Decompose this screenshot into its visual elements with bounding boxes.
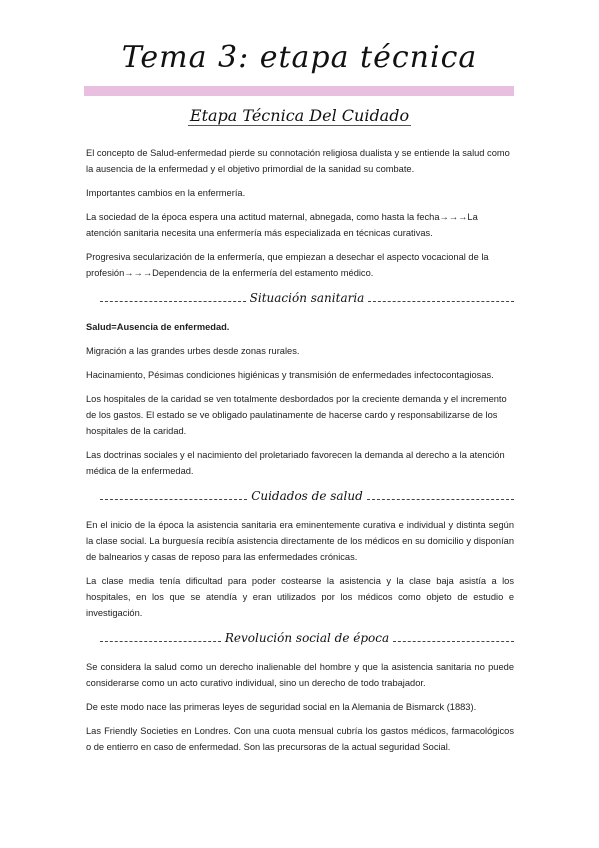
section-paragraph: Hacinamiento, Pésimas condiciones higiénicas y transmisión de enfermedades infectocontagiosas. xyxy=(86,370,494,380)
divider-dash xyxy=(100,641,221,642)
section-bold-line: Salud=Ausencia de enfermedad. xyxy=(86,322,230,332)
section-paragraph: Las doctrinas sociales y el nacimiento del proletariado favorecen la demanda al derecho a la atención médica de la enfermedad. xyxy=(86,450,505,476)
section-paragraph: Las Friendly Societies en Londres. Con una cuota mensual cubría los gastos médicos, farmacológicos o de entierro en caso de enfermedad. Son las precursoras de la actual seguridad Social. xyxy=(86,726,514,752)
section-heading: Situación sanitaria xyxy=(249,291,365,305)
divider-dash xyxy=(100,499,247,500)
section-divider xyxy=(100,629,514,647)
section-subtitle xyxy=(0,106,599,125)
section-divider xyxy=(100,289,514,307)
section-paragraph: De este modo nace las primeras leyes de seguridad social en la Alemania de Bismarck (1883). xyxy=(86,702,477,712)
section-divider xyxy=(100,487,514,505)
intro-paragraph: La sociedad de la época espera una actitud maternal, abnegada, como hasta la fecha→→→La atención sanitaria necesita una enfermería más especializada en técnicas curativas. xyxy=(86,212,478,238)
divider-dash xyxy=(393,641,514,642)
section-paragraph: Se considera la salud como un derecho inalienable del hombre y que la asistencia sanitaria no puede considerarse como un acto curativo individual, sino un derecho de todo trabajador. xyxy=(86,662,514,688)
divider-dash xyxy=(100,301,246,302)
section-paragraph: Los hospitales de la caridad se ven totalmente desbordados por la creciente demanda y el incremento de los gastos. El estado se ve obligado paulatinamente de hacerse cardo y responsabilizarse de los hospitales de la caridad. xyxy=(86,394,507,436)
intro-paragraph: Progresiva secularización de la enfermería, que empiezan a desechar el aspecto vocacional de la profesión→→→Dependencia de la enfermería del estamento médico. xyxy=(86,252,489,278)
section-paragraph: Migración a las grandes urbes desde zonas rurales. xyxy=(86,346,300,356)
divider-dash xyxy=(368,301,514,302)
page-title: Tema 3: etapa técnica xyxy=(121,40,478,75)
document-body xyxy=(86,145,514,763)
section-paragraph: La clase media tenía dificultad para poder costearse la asistencia y la clase baja asistía a los hospitales, en los que se atendía y eran utilizados por los médicos como objeto de estudio e investigación. xyxy=(86,576,514,618)
section-heading: Revolución social de época xyxy=(224,631,390,645)
divider-dash xyxy=(367,499,514,500)
section-heading: Cuidados de salud xyxy=(251,489,363,503)
intro-paragraph: Importantes cambios en la enfermería. xyxy=(86,188,246,198)
title-highlight-bar xyxy=(84,86,514,96)
section-paragraph: En el inicio de la época la asistencia sanitaria era eminentemente curativa e individual y distinta según la clase social. La burguesía recibía asistencia directamente de los médicos en su domicilio y disponían de balnearios y casas de reposo para las enfermedades crónicas. xyxy=(86,520,514,562)
subtitle-text: Etapa Técnica Del Cuidado xyxy=(189,106,410,125)
intro-paragraph: El concepto de Salud-enfermedad pierde su connotación religiosa dualista y se entiende la salud como la ausencia de la enfermedad y el objetivo primordial de la sanidad su combate. xyxy=(86,148,510,174)
